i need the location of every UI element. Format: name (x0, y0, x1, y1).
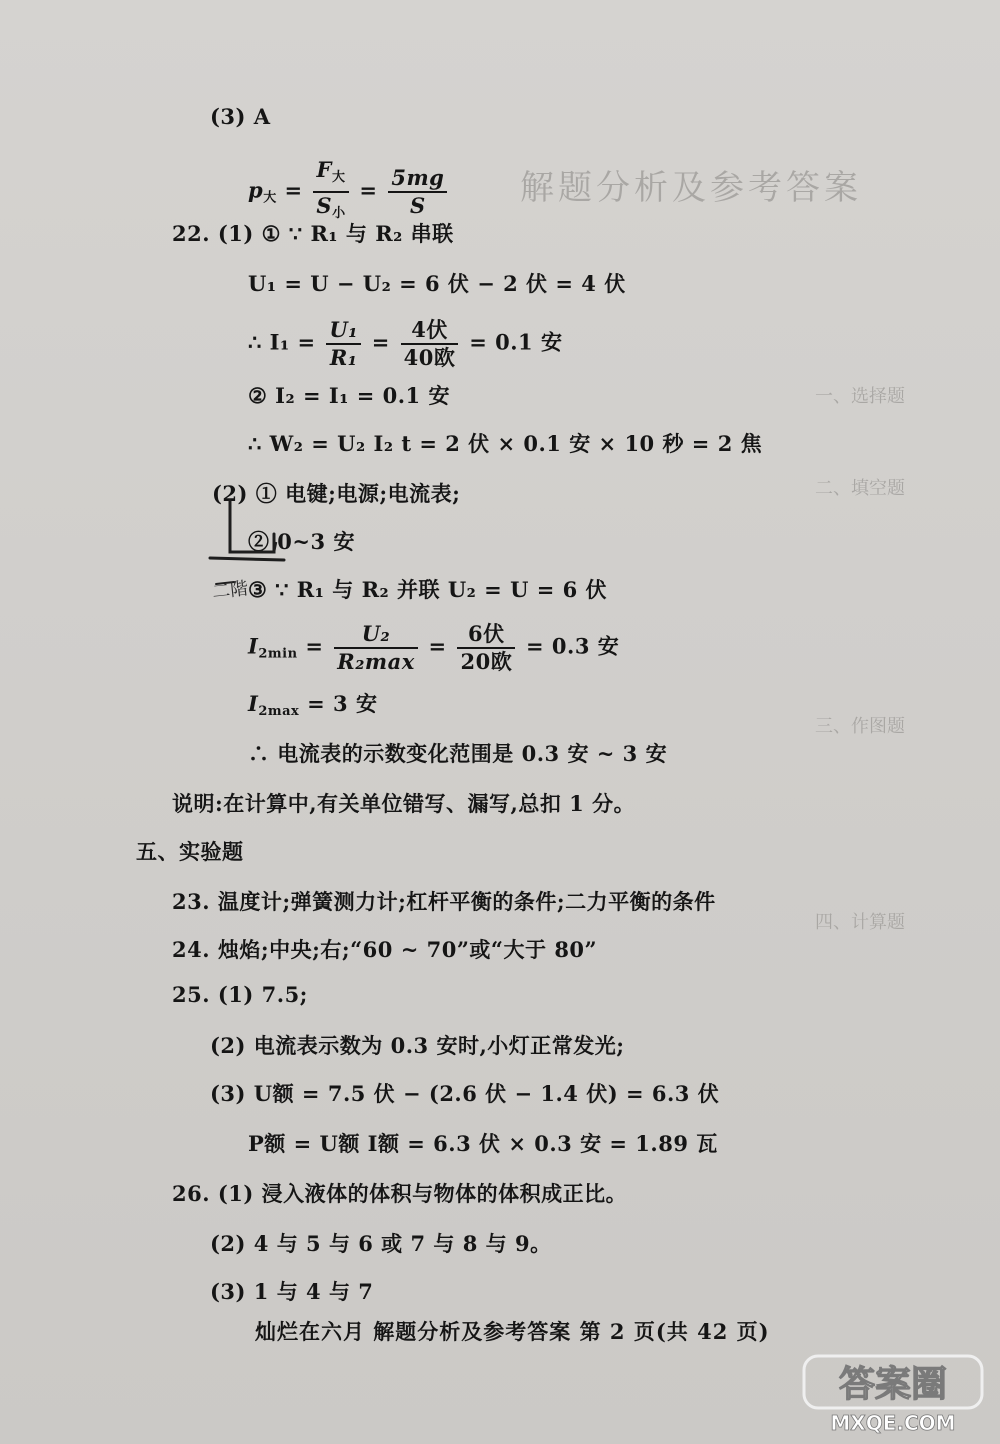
answer-25-1: 25. (1) 7.5; (172, 982, 308, 1007)
answer-24: 24. 烛焰;中央;右;“60 ~ 70”或“大于 80” (172, 937, 598, 962)
current-formula: ∴ I₁ = $\frac{\text{U₁}}{\text{R₁}}$ = $\frac{\text{4伏}}{\text{40欧}}$ = 0.1 安 (248, 317, 563, 370)
current-max-formula: $I_{2max} = 3$ 安 (248, 691, 378, 719)
fraction: $\frac{\text{U₁}}{\text{R₁}}$ (326, 318, 361, 370)
fraction: $\frac{5mg}{S}$ (388, 166, 447, 218)
answer-circle-logo-icon (798, 1352, 988, 1436)
show-through-item: 四、计算题 (815, 912, 905, 933)
scoring-note: 说明:在计算中,有关单位错写、漏写,总扣 1 分。 (172, 791, 636, 816)
answer-23: 23. 温度计;弹簧测力计;杠杆平衡的条件;二力平衡的条件 (172, 889, 716, 914)
equation-line: ② 0~3 安 (248, 529, 355, 554)
answer-22-1: 22. (1) ① ∵ R₁ 与 R₂ 串联 (172, 221, 454, 246)
show-through-item: 一、选择题 (815, 386, 905, 407)
fraction: $\frac{F_大}{S_小}$ (313, 158, 348, 226)
answer-26-1: 26. (1) 浸入液体的体积与物体的体积成正比。 (172, 1181, 628, 1206)
answer-25-3: (3) U额 = 7.5 伏 − (2.6 伏 − 1.4 伏) = 6.3 伏 (210, 1081, 720, 1106)
current-min-formula: $I_{2min}$ = $\frac{\text{U₂}}{\text{R₂max}}$ = $\frac{\text{6伏}}{\text{20欧}}$ = 0.3 安 (248, 621, 620, 674)
section-title-experiment: 五、实验题 (136, 840, 244, 864)
fraction: $\frac{\text{6伏}}{\text{20欧}}$ (457, 622, 515, 674)
answer-22-2: (2) ① 电键;电源;电流表; (212, 481, 461, 506)
equation-line: U₁ = U − U₂ = 6 伏 − 2 伏 = 4 伏 (248, 271, 626, 296)
answer-21-3: (3) A (210, 104, 271, 129)
equation-line: ② I₂ = I₁ = 0.1 安 (248, 383, 450, 408)
page-footer: 灿烂在六月 解题分析及参考答案 第 2 页(共 42 页) (255, 1319, 770, 1344)
equation-line: ∴ W₂ = U₂ I₂ t = 2 伏 × 0.1 安 × 10 秒 = 2 焦 (248, 431, 763, 456)
answer-25-2: (2) 电流表示数为 0.3 安时,小灯正常发光; (210, 1033, 625, 1058)
pressure-formula: $p_大$ = $\frac{F_大}{S_小}$ = $\frac{5mg}{S}$ (248, 158, 450, 226)
answer-26-2: (2) 4 与 5 与 6 或 7 与 8 与 9。 (210, 1231, 552, 1256)
show-through-heading: 解题分析及参考答案 (520, 168, 862, 208)
handwriting-text: 二階 (211, 578, 250, 603)
equation-line: P额 = U额 I额 = 6.3 伏 × 0.3 安 = 1.89 瓦 (248, 1131, 718, 1156)
equation-line: ③ ∵ R₁ 与 R₂ 并联 U₂ = U = 6 伏 (248, 577, 608, 602)
svg-text:答案圈: 答案圈 (838, 1364, 948, 1405)
watermark-logo (798, 1352, 988, 1436)
show-through-item: 二、填空题 (815, 478, 905, 499)
answer-26-3: (3) 1 与 4 与 7 (210, 1279, 374, 1304)
show-through-item: 三、作图题 (815, 716, 905, 737)
equation-line: ∴ 电流表的示数变化范围是 0.3 安 ~ 3 安 (248, 741, 668, 766)
fraction: $\frac{\text{U₂}}{\text{R₂max}}$ (334, 622, 418, 674)
fraction: $\frac{\text{4伏}}{\text{40欧}}$ (401, 318, 459, 370)
svg-text:MXQE.COM: MXQE.COM (830, 1411, 956, 1435)
